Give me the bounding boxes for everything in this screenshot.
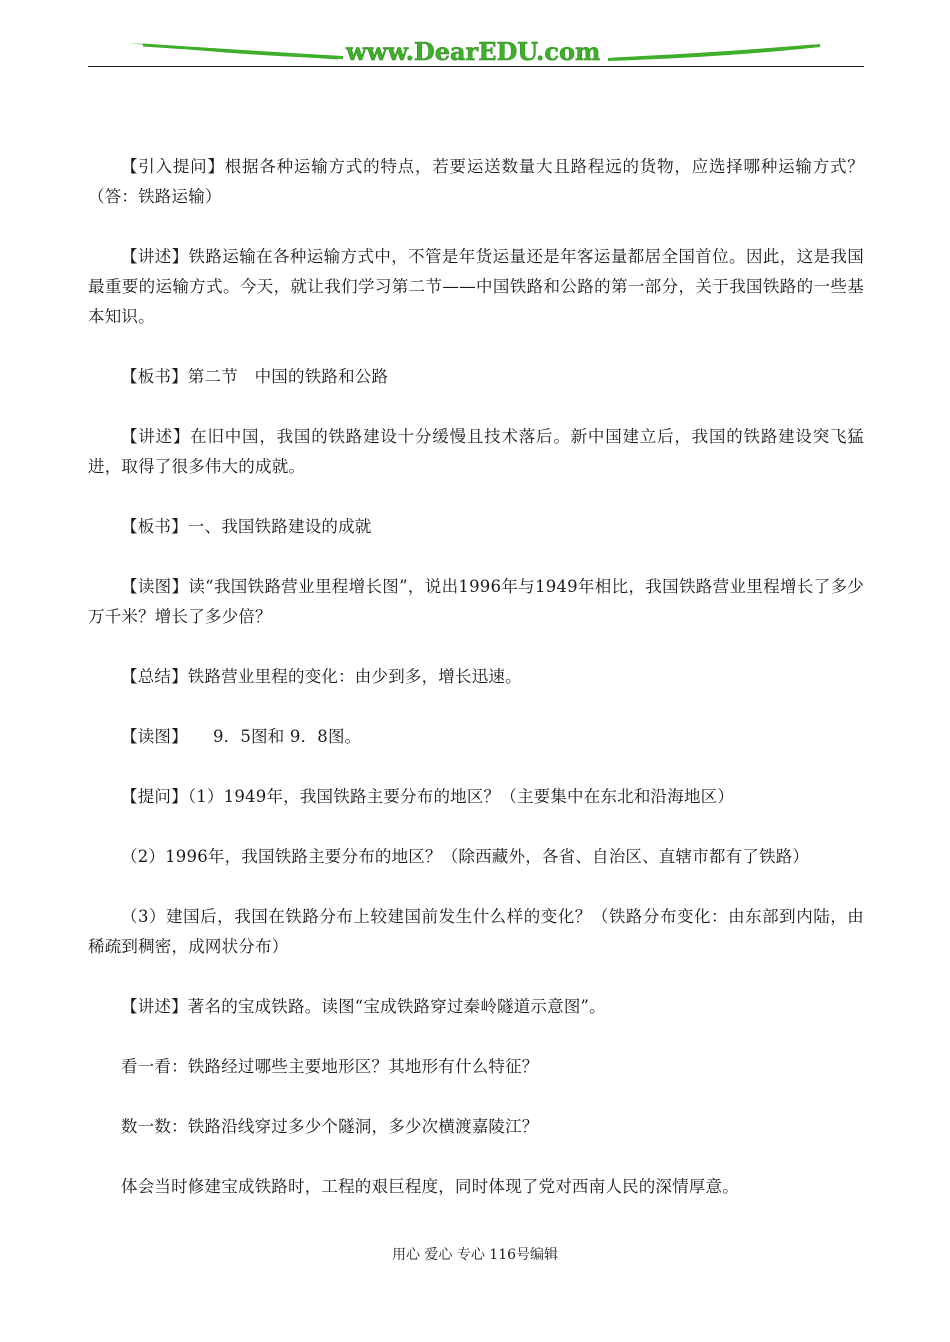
paragraph-question-3: （3）建国后，我国在铁路分布上较建国前发生什么样的变化？（铁路分布变化：由东部到内陆，由稀疏到稠密，成网状分布） bbox=[88, 907, 864, 956]
page-footer: 用心 爱心 专心 116号编辑 bbox=[391, 1247, 559, 1263]
paragraph-question-2: （2）1996年，我国铁路主要分布的地区？（除西藏外，各省、自治区、直辖市都有了铁路） bbox=[121, 847, 810, 866]
logo-text[interactable]: www.DearEDU.com bbox=[346, 37, 601, 66]
paragraph-intro-question: 【引入提问】根据各种运输方式的特点，若要运送数量大且路程远的货物，应选择哪种运输方式？（答：铁路运输） bbox=[88, 157, 864, 206]
paragraph-read-map-1: 【读图】读“我国铁路营业里程增长图”，说出1996年与1949年相比，我国铁路营业里程增长了多少万千米？增长了多少倍？ bbox=[88, 577, 864, 626]
header-divider bbox=[88, 66, 864, 67]
paragraph-narration-1: 【讲述】铁路运输在各种运输方式中，不管是年货运量还是年客运量都居全国首位。因此，这是我国最重要的运输方式。今天，就让我们学习第二节——中国铁路和公路的第一部分，关于我国铁路的一些基本知识。 bbox=[88, 247, 864, 326]
paragraph-board-2: 【板书】一、我国铁路建设的成就 bbox=[121, 517, 372, 536]
paragraph-read-map-2: 【读图】 9．5图和 9．8图。 bbox=[121, 727, 362, 746]
document-body bbox=[88, 152, 864, 1232]
left-swoosh-tail-icon bbox=[143, 45, 338, 58]
paragraph-question-1: 【提问】（1）1949年，我国铁路主要分布的地区？（主要集中在东北和沿海地区） bbox=[121, 787, 735, 806]
paragraph-look: 看一看：铁路经过哪些主要地形区？其地形有什么特征？ bbox=[121, 1057, 539, 1076]
paragraph-summary: 【总结】铁路营业里程的变化：由少到多，增长迅速。 bbox=[121, 667, 522, 686]
right-swoosh-tail-icon bbox=[613, 46, 813, 59]
paragraph-reflect: 体会当时修建宝成铁路时，工程的艰巨程度，同时体现了党对西南人民的深情厚意。 bbox=[121, 1177, 739, 1196]
paragraph-count: 数一数：铁路沿线穿过多少个隧洞，多少次横渡嘉陵江？ bbox=[121, 1117, 539, 1136]
page-header bbox=[88, 34, 864, 70]
paragraph-narration-3: 【讲述】著名的宝成铁路。读图“宝成铁路穿过秦岭隧道示意图”。 bbox=[121, 997, 606, 1016]
paragraph-board-1: 【板书】第二节 中国的铁路和公路 bbox=[121, 367, 389, 386]
dearedu-logo bbox=[88, 34, 864, 70]
paragraph-narration-2: 【讲述】在旧中国，我国的铁路建设十分缓慢且技术落后。新中国建立后，我国的铁路建设突飞猛进，取得了很多伟大的成就。 bbox=[88, 427, 864, 476]
